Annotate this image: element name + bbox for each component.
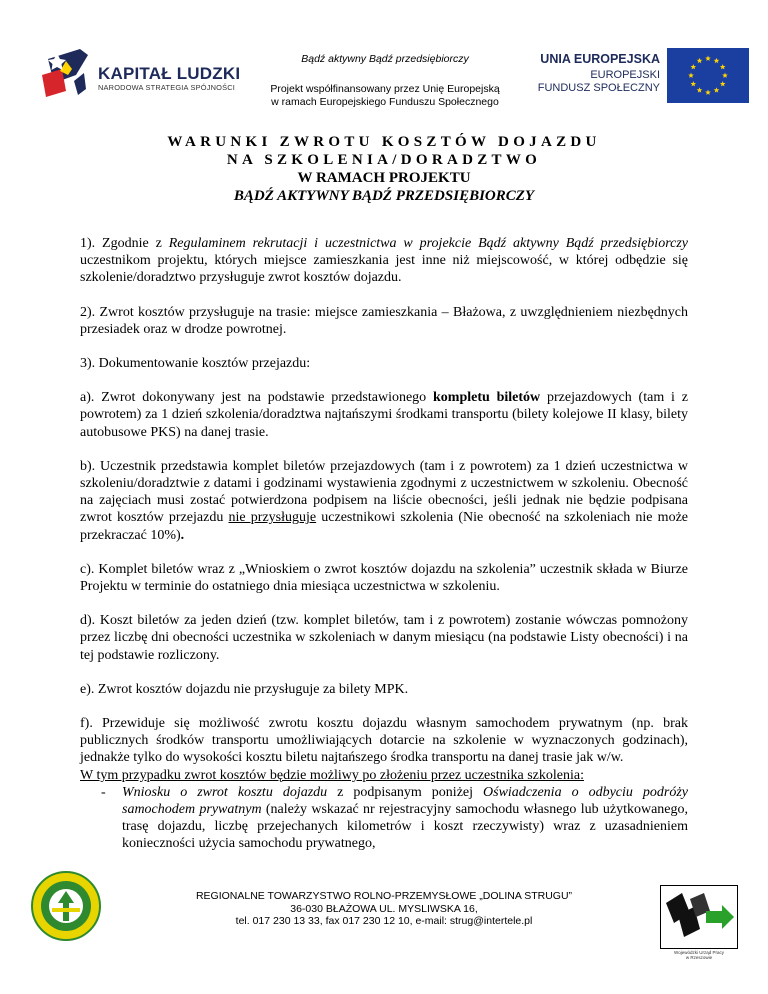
list-item: [80, 784, 688, 853]
wup-logo: [660, 885, 738, 949]
li1-text-d: (należy wskazać nr rejestracyjny samochodu własnego lub użytkowanego, trasę dojazdu, liczbę przejechanych kilometrów i koszt rzeczywisty) wraz z uzasadnieniem konieczności użycia samochodu prywatnego,: [122, 802, 688, 852]
li1-text-b: z podpisanym poniżej: [327, 784, 484, 800]
paragraph-c: c). Komplet biletów wraz z „Wnioskiem o zwrot kosztów dojazdu na szkolenia” uczestnik składa w Biurze Projektu w terminie do ostatniego dnia miesiąca uczestnictwa w szkoleniu.: [80, 561, 688, 595]
cofinance-line-2: w ramach Europejskiego Funduszu Społecznego: [271, 96, 499, 108]
paragraph-f: f). Przewiduje się możliwość zwrotu kosztu dojazdu własnym samochodem prywatnym (np. brak publicznych środków transportu umożliwiających dotarcie na szkolenie w wyznaczonych godzinach), jednakże tylko do wysokości kosztu biletu najtańszego środka transportu na danej trasie jak w/w.: [80, 716, 688, 766]
kapital-ludzki-subtitle: NARODOWA STRATEGIA SPÓJNOŚCI: [98, 83, 236, 92]
paragraph-a: [80, 389, 688, 441]
footer-org-name: REGIONALNE TOWARZYSTWO ROLNO-PRZEMYSŁOWE „DOLINA STRUGU”: [195, 890, 573, 902]
document-body: [80, 235, 688, 870]
paragraph-f-underlined: [80, 767, 688, 784]
title-line-2: NA SZKOLENIA/DORADZTWO: [226, 152, 542, 168]
title-line-4: BĄDŹ AKTYWNY BĄDŹ PRZEDSIĘBIORCZY: [233, 188, 535, 204]
paragraph-e: e). Zwrot kosztów dojazdu nie przysługuje za bilety MPK.: [80, 681, 409, 697]
p1-text-c: uczestnikom projektu, których miejsce zamieszkania jest inne niż miejscowość, w której odbędzie się szkolenie/doradztwo przysługuje zwrot kosztów dojazdu.: [80, 253, 688, 286]
wup-caption-1: Wojewódzki Urząd Pracy: [674, 950, 724, 955]
cofinance-line-1: Projekt współfinansowany przez Unię Europejską: [270, 83, 500, 95]
list-dash: -: [101, 784, 106, 800]
paragraph-b: [80, 458, 688, 544]
paragraph-3: 3). Dokumentowanie kosztów przejazdu:: [80, 356, 311, 372]
p1-text-a: 1). Zgodnie z: [80, 236, 169, 251]
pa-text-a: a). Zwrot dokonywany jest na podstawie przedstawionego: [80, 390, 433, 406]
document-title: [60, 133, 708, 205]
not-entitled-underline: nie przysługuje: [228, 510, 317, 526]
pb-text-d: .: [180, 527, 185, 543]
project-motto: Bądź aktywny Bądź przedsiębiorczy: [301, 53, 469, 65]
eu-logo-text: [528, 52, 660, 95]
paragraph-d: d). Koszt biletów za jeden dzień (tzw. komplet biletów, tam i z powrotem) zostanie wówczas pomnożony przez liczbę dni obecności uczestnika w szkoleniach w danym miesiącu (na podstawie Listy obecności) i na tej podstawie rozliczony.: [80, 613, 688, 663]
pb-text-c: uczestnikowi szkolenia (Nie obecność na szkoleniach nie może przekraczać 10%): [80, 510, 688, 543]
wup-caption-2: w Rzeszowie: [685, 955, 713, 960]
paragraph-2: 2). Zwrot kosztów przysługuje na trasie: miejsce zamieszkania – Błażowa, z uwzględnieniem niezbędnych przesiadek oraz w drodze powrotnej.: [80, 304, 688, 337]
regulation-reference: Regulaminem rekrutacji i uczestnictwa w projekcie Bądź aktywny Bądź przedsiębiorczy: [168, 236, 688, 251]
dolina-strugu-logo: [30, 870, 102, 942]
paragraph-1: [80, 235, 688, 287]
title-line-3: W RAMACH PROJEKTU: [297, 170, 471, 186]
footer-street: 36-030 BŁAŻOWA UL. MYSLIWSKA 16,: [290, 902, 478, 915]
footer-address: [150, 890, 618, 928]
kapital-ludzki-name: KAPITAŁ LUDZKI: [98, 64, 241, 83]
pa-text-c: przejazdowych (tam i z powrotem) za 1 dzień szkolenia/doradztwa najtańszymi środkami transportu (bilety kolejowe II klasy, bilety autobusowe PKS) na danej trasie.: [80, 390, 688, 440]
esf-line-2: FUNDUSZ SPOŁECZNY: [537, 82, 660, 94]
pf-underline-text: W tym przypadku zwrot kosztów będzie możliwy po złożeniu przez uczestnika szkolenia:: [80, 767, 584, 783]
footer-contact: tel. 017 230 13 33, fax 017 230 12 10, e-mail: strug@intertele.pl: [235, 915, 533, 927]
wup-logo-caption: [660, 950, 738, 960]
eu-name: UNIA EUROPEJSKA: [540, 52, 660, 66]
li1-text-a: Wniosku o zwrot kosztu dojazdu: [122, 784, 328, 800]
ticket-set-bold: kompletu biletów: [433, 390, 541, 406]
pb-text-a: b). Uczestnik przedstawia komplet biletów przejazdowych (tam i z powrotem) za 1 dzień uczestnictwa w szkoleniu/doradztwie z datami i godzinami wystawienia zgodnymi z uczestnictwem w szkoleniu. Obecność na zajęciach musi zostać potwierdzona podpisem na liście obecności, jeśli jednak nie będzie podpisana zwrot kosztów przejazdu: [80, 458, 688, 526]
header-center: [250, 53, 520, 109]
eu-flag-icon: [667, 48, 749, 103]
title-line-1: WARUNKI ZWROTU KOSZTÓW DOJAZDU: [167, 134, 601, 150]
esf-line-1: EUROPEJSKI: [590, 69, 660, 81]
li1-text-c: Oświadczenia o odbyciu podróży samochodem prywatnym: [122, 784, 688, 818]
